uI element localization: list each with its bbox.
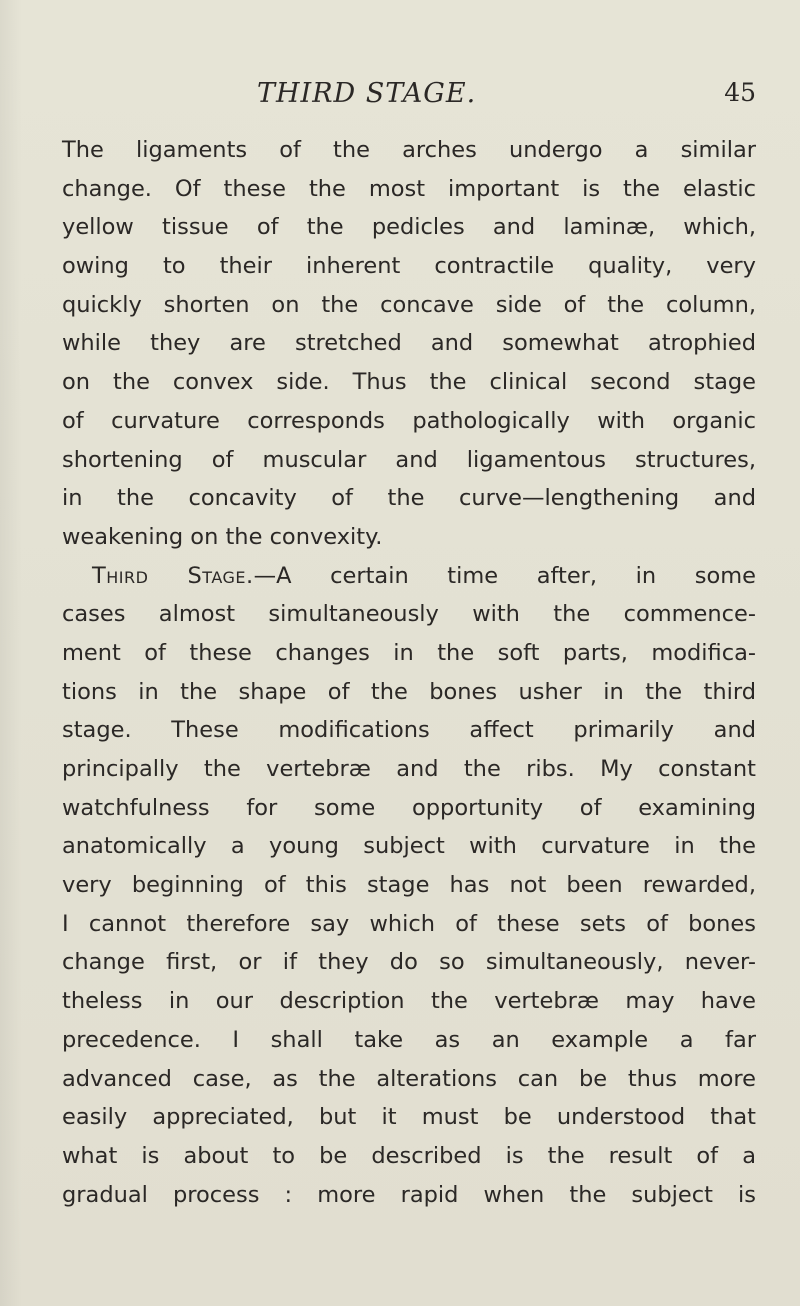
text-line: quickly shorten on the concave side of the column,	[62, 291, 756, 318]
text-line: very beginning of this stage has not been rewarded,	[62, 872, 756, 899]
text-line: ment of these changes in the soft parts, modifica-	[62, 639, 756, 666]
text-line: shortening of muscular and ligamentous structures,	[62, 446, 756, 473]
page-edge-shadow	[0, 0, 22, 1306]
text-line: what is about to be described is the result of a	[62, 1142, 756, 1169]
text-line: in the concavity of the curve—lengthening and	[62, 485, 756, 512]
text-line: principally the vertebræ and the ribs. My constant	[62, 756, 756, 782]
text-line: change. Of these the most important is the elastic	[62, 175, 756, 202]
section-heading: Third Stage.	[92, 562, 254, 589]
body-text	[62, 131, 756, 1214]
text-line: anatomically a young subject with curvature in the	[62, 833, 756, 860]
text-line: theless in our description the vertebræ may have	[62, 988, 756, 1015]
text-line: advanced case, as the alterations can be thus more	[62, 1065, 756, 1092]
text-line: on the convex side. Thus the clinical second stage	[62, 369, 756, 396]
text-line: tions in the shape of the bones usher in the third	[62, 678, 756, 705]
text-line: precedence. I shall take as an example a far	[62, 1026, 756, 1053]
text-line: change first, or if they do so simultaneously, never-	[62, 949, 756, 976]
text-line: of curvature corresponds pathologically with organic	[62, 407, 756, 434]
text-line: gradual process : more rapid when the subject is	[62, 1181, 756, 1208]
text-line: The ligaments of the arches undergo a similar	[62, 137, 756, 163]
text-line: while they are stretched and somewhat atrophied	[62, 330, 756, 357]
text-line: I cannot therefore say which of these sets of bones	[62, 910, 756, 937]
page-number: 45	[724, 78, 756, 107]
text-line: owing to their inherent contractile quality, very	[62, 253, 756, 280]
running-title: THIRD STAGE.	[257, 78, 477, 109]
text-line: cases almost simultaneously with the commence-	[62, 601, 756, 628]
section-heading-line	[62, 557, 756, 596]
text-run: —A certain time after, in some	[253, 562, 756, 589]
text-line: easily appreciated, but it must be understood that	[62, 1104, 756, 1131]
text-line: yellow tissue of the pedicles and laminæ, which,	[62, 214, 756, 241]
text-line: stage. These modifications affect primarily and	[62, 717, 756, 744]
running-head	[62, 78, 756, 118]
text-line: weakening on the convexity.	[62, 523, 383, 550]
text-line: watchfulness for some opportunity of examining	[62, 794, 756, 821]
